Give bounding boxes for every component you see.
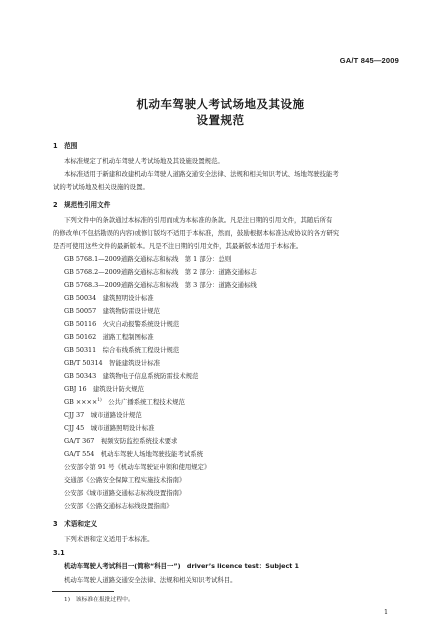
reference-code: GB 50343	[64, 372, 97, 380]
reference-code: GB/T 50314	[64, 359, 103, 367]
reference-item	[64, 268, 257, 276]
section-3-intro: 下列术语和定义适用于本标准。	[64, 535, 154, 543]
reference-item	[64, 385, 144, 393]
reference-title: 建筑物防雷设计规范	[102, 307, 161, 315]
reference-title: 机动车驾驶人场地驾驶技能考试系统	[100, 450, 204, 458]
section-1-heading: 1 范围	[53, 142, 78, 150]
reference-item	[64, 398, 185, 406]
section-1-para-2-line-2: 试的考试场地及相关设施的设置。	[53, 183, 149, 191]
reference-item	[64, 294, 154, 302]
reference-item	[64, 320, 179, 328]
reference-item	[64, 411, 142, 419]
reference-code: GB 50057	[64, 307, 97, 315]
section-3-heading: 3 术语和定义	[53, 520, 98, 528]
document-title-line2: 设置规范	[196, 113, 245, 127]
reference-item	[64, 346, 179, 354]
reference-code: GB 50034	[64, 294, 97, 302]
reference-item	[64, 255, 231, 263]
section-2-para-line-1: 下列文件中的条款通过本标准的引用而成为本标准的条款。凡是注日期的引用文件，其随后所有	[64, 216, 333, 224]
section-2-heading: 2 规范性引用文件	[53, 201, 111, 209]
reference-item	[64, 281, 257, 289]
reference-title: 建筑设计防火规范	[92, 385, 145, 393]
reference-item	[64, 372, 198, 380]
term-definition: 机动车驾驶人道路交通安全法律、法规和相关知识考试科目。	[64, 576, 237, 584]
reference-title: 公共广播系统工程技术规范	[108, 398, 185, 406]
reference-code: GBJ 16	[64, 385, 87, 393]
reference-title: 道路交通标志和标线 第 2 部分：道路交通标志	[120, 268, 257, 276]
section-2-para-line-3: 是否可使用这些文件的最新版本。凡是不注日期的引用文件，其最新版本适用于本标准。	[53, 242, 303, 250]
reference-item	[64, 424, 154, 432]
reference-title: 公安部《城市道路交通标志标线设置指南》	[64, 489, 186, 497]
reference-title: 智能建筑设计标准	[108, 359, 161, 367]
reference-title: 交通部《公路安全保障工程实施技术指南》	[64, 476, 186, 484]
reference-item	[64, 359, 160, 367]
reference-code: GB 5768.3—2009	[64, 281, 121, 289]
reference-title: 道路交通标志和标线 第 1 部分：总则	[120, 255, 232, 263]
document-title-line1: 机动车驾驶人考试场地及其设施	[136, 97, 305, 111]
footnote	[64, 596, 134, 604]
reference-item	[64, 489, 185, 497]
reference-code: GB 50116	[64, 320, 97, 328]
section-1-para-1: 本标准规定了机动车驾驶人考试场地及其设施设置规范。	[64, 157, 224, 165]
reference-item	[64, 307, 160, 315]
reference-item	[64, 333, 154, 341]
reference-title: 视频安防监控系统技术要求	[100, 437, 178, 445]
reference-code: GB 5768.1—2009	[64, 255, 121, 263]
reference-code: GB 5768.2—2009	[64, 268, 121, 276]
reference-title: 道路工程制图标准	[102, 333, 154, 341]
footnote-mark: 1)	[64, 597, 70, 603]
reference-code: CJJ 45	[64, 424, 85, 432]
reference-code: GB 50311	[64, 346, 97, 354]
reference-title: 建筑照明设计标准	[102, 294, 154, 302]
footnote-ref-mark: 1)	[97, 398, 102, 403]
reference-code: GA/T 554	[64, 450, 95, 458]
reference-title: 建筑物电子信息系统防雷技术规范	[102, 372, 199, 380]
reference-item	[64, 476, 185, 484]
reference-title: 道路交通标志和标线 第 3 部分：道路交通标线	[120, 281, 257, 289]
reference-title: 火灾自动报警系统设计规范	[102, 320, 180, 328]
page-number: 1	[384, 608, 389, 616]
reference-title: 城市道路设计规范	[90, 411, 142, 419]
footnote-divider	[52, 591, 114, 592]
reference-item	[64, 450, 203, 458]
standard-code: GA/T 845—2009	[339, 56, 399, 65]
reference-code: CJJ 37	[64, 411, 85, 419]
reference-title: 城市道路照明设计标准	[90, 424, 155, 432]
reference-item	[64, 437, 177, 445]
footnote-text: 该标准在报批过程中。	[75, 597, 134, 603]
reference-code: GA/T 367	[64, 437, 95, 445]
section-1-para-2-line-1: 本标准适用于新建和改建机动车驾驶人道路交通安全法律、法规和相关知识考试、场地驾驶技能考	[64, 170, 339, 178]
reference-code: GB ××××	[64, 398, 98, 406]
reference-title: 综合布线系统工程设计规范	[102, 346, 180, 354]
reference-title: 公安部令第 91 号《机动车驾驶证申领和使用规定》	[64, 463, 211, 471]
section-2-para-line-2: 的修改单(不包括勘误的内容)或修订版均不适用于本标准，然而，鼓励根据本标准达成协议的各方研究	[53, 229, 340, 237]
term-heading: 机动车驾驶人考试科目一(简称“科目一”) driver’s licence test：Subject 1	[64, 562, 299, 570]
clause-number: 3.1	[53, 549, 65, 557]
reference-code: GB 50162	[64, 333, 97, 341]
reference-item	[64, 463, 210, 471]
reference-item	[64, 502, 173, 510]
reference-title: 公安部《公路交通标志标线设置指南》	[64, 502, 173, 510]
